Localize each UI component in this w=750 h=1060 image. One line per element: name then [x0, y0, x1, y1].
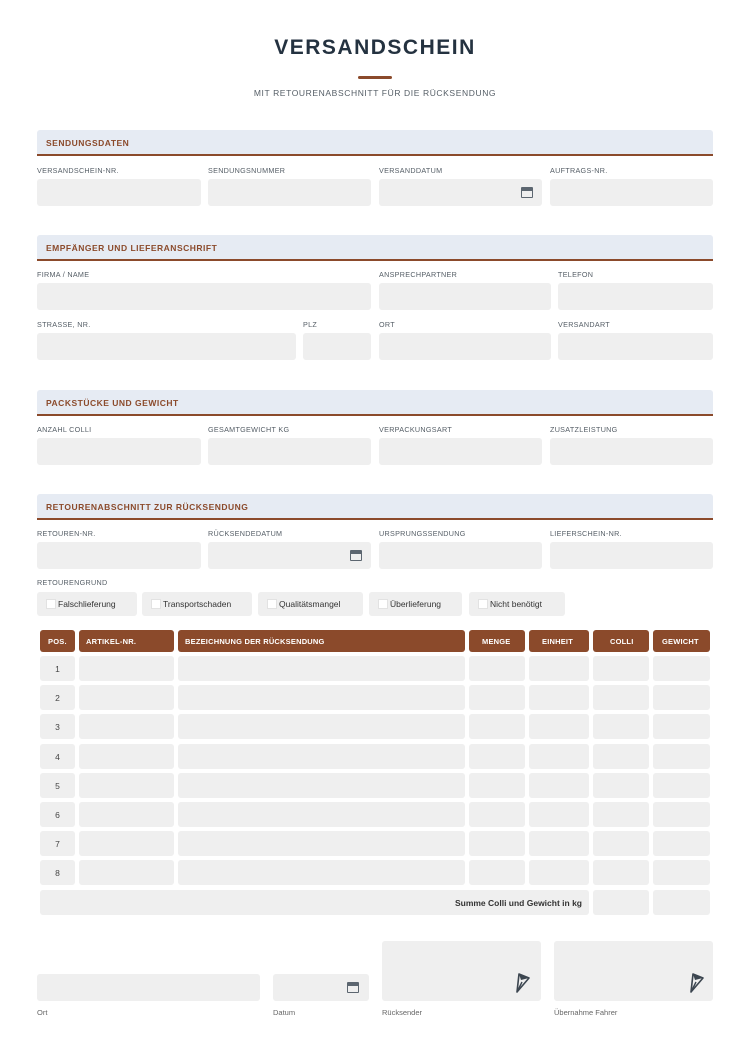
- ort-field[interactable]: [379, 333, 551, 360]
- label-gesamtgewicht: GESAMTGEWICHT KG: [208, 425, 290, 434]
- section-retoure: [37, 494, 713, 520]
- column-header-pos: POS.: [40, 630, 75, 652]
- section-title: SENDUNGSDATEN: [46, 138, 130, 148]
- ansprechpartner-field[interactable]: [379, 283, 551, 310]
- einheit-cell[interactable]: [529, 714, 589, 739]
- label-ansprechpartner: ANSPRECHPARTNER: [379, 270, 458, 279]
- label-ort: ORT: [379, 320, 395, 329]
- label-firma: FIRMA / NAME: [37, 270, 90, 279]
- gewicht-cell[interactable]: [653, 773, 710, 798]
- pos-cell: [40, 685, 75, 710]
- colli-cell[interactable]: [593, 773, 649, 798]
- anzahl-colli-field[interactable]: [37, 438, 201, 465]
- checkbox-label: Qualitätsmangel: [279, 599, 341, 609]
- artikel-nr-cell[interactable]: [79, 773, 174, 798]
- artikel-nr-cell[interactable]: [79, 714, 174, 739]
- column-header-gewicht: GEWICHT: [653, 630, 710, 652]
- telefon-field[interactable]: [558, 283, 713, 310]
- column-header-artikel: ARTIKEL-NR.: [79, 630, 174, 652]
- pos-cell: [40, 714, 75, 739]
- row-number: 8: [55, 868, 60, 878]
- column-header-bezeichnung: BEZEICHNUNG DER RÜCKSENDUNG: [178, 630, 465, 652]
- checkbox-label: Falschlieferung: [58, 599, 116, 609]
- label-sig-fahrer: Übernahme Fahrer: [554, 1008, 618, 1017]
- checkbox-label: Überlieferung: [390, 599, 442, 609]
- versandschein-nr-field[interactable]: [37, 179, 201, 206]
- colli-cell[interactable]: [593, 656, 649, 681]
- artikel-nr-cell[interactable]: [79, 860, 174, 885]
- label-ruecksendedatum: RÜCKSENDEDATUM: [208, 529, 283, 538]
- bezeichnung-cell[interactable]: [178, 802, 465, 827]
- label-plz: PLZ: [303, 320, 318, 329]
- calendar-icon[interactable]: [347, 982, 359, 993]
- row-number: 1: [55, 664, 60, 674]
- menge-cell[interactable]: [469, 656, 525, 681]
- pos-cell: [40, 831, 75, 856]
- colli-cell[interactable]: [593, 860, 649, 885]
- bezeichnung-cell[interactable]: [178, 744, 465, 769]
- bezeichnung-cell[interactable]: [178, 773, 465, 798]
- ruecksendedatum-field[interactable]: [208, 542, 371, 569]
- row-number: 3: [55, 722, 60, 732]
- summe-label: Summe Colli und Gewicht in kg: [454, 898, 582, 908]
- label-verpackungsart: VERPACKUNGSART: [379, 425, 453, 434]
- bezeichnung-cell[interactable]: [178, 656, 465, 681]
- checkbox-label: Nicht benötigt: [490, 599, 542, 609]
- strasse-field[interactable]: [37, 333, 296, 360]
- label-versanddatum: VERSANDDATUM: [379, 166, 443, 175]
- colli-cell[interactable]: [593, 831, 649, 856]
- menge-cell[interactable]: [469, 773, 525, 798]
- signature-pen-icon: [689, 971, 705, 993]
- label-retouren-nr: RETOUREN-NR.: [37, 529, 96, 538]
- checkbox-qualitaetsmangel[interactable]: [258, 592, 363, 616]
- fahrer-signature-field[interactable]: [554, 941, 713, 1001]
- ort-signature-field[interactable]: [37, 974, 260, 1001]
- gewicht-cell[interactable]: [653, 656, 710, 681]
- pos-cell: [40, 860, 75, 885]
- verpackungsart-field[interactable]: [379, 438, 542, 465]
- artikel-nr-cell[interactable]: [79, 744, 174, 769]
- label-zusatzleistung: ZUSATZLEISTUNG: [550, 425, 618, 434]
- label-auftrags-nr: AUFTRAGS-NR.: [550, 166, 608, 175]
- label-sig-ort: Ort: [37, 1008, 48, 1017]
- checkbox-box[interactable]: [478, 599, 488, 609]
- versandart-field[interactable]: [558, 333, 713, 360]
- page-subtitle: MIT RETOURENABSCHNITT FÜR DIE RÜCKSENDUNG: [253, 88, 497, 98]
- einheit-cell[interactable]: [529, 831, 589, 856]
- column-header-menge: MENGE: [469, 630, 525, 652]
- gesamtgewicht-field[interactable]: [208, 438, 371, 465]
- colli-cell[interactable]: [593, 802, 649, 827]
- section-sendungsdaten: [37, 130, 713, 156]
- colli-cell[interactable]: [593, 714, 649, 739]
- row-number: 6: [55, 810, 60, 820]
- einheit-cell[interactable]: [529, 802, 589, 827]
- sendungsnummer-field[interactable]: [208, 179, 371, 206]
- bezeichnung-cell[interactable]: [178, 831, 465, 856]
- checkbox-ueberlieferung[interactable]: [369, 592, 462, 616]
- pos-cell: [40, 656, 75, 681]
- gewicht-cell[interactable]: [653, 831, 710, 856]
- einheit-cell[interactable]: [529, 860, 589, 885]
- column-header-colli: COLLI: [593, 630, 649, 652]
- lieferschein-nr-field[interactable]: [550, 542, 713, 569]
- page-title: VERSANDSCHEIN: [274, 36, 476, 59]
- zusatzleistung-field[interactable]: [550, 438, 713, 465]
- gewicht-cell[interactable]: [653, 744, 710, 769]
- ruecksender-signature-field[interactable]: [382, 941, 541, 1001]
- label-sendungsnummer: SENDUNGSNUMMER: [208, 166, 286, 175]
- checkbox-transportschaden[interactable]: [142, 592, 252, 616]
- label-versandart: VERSANDART: [558, 320, 610, 329]
- gewicht-cell[interactable]: [653, 714, 710, 739]
- artikel-nr-cell[interactable]: [79, 802, 174, 827]
- label-sig-datum: Datum: [273, 1008, 296, 1017]
- einheit-cell[interactable]: [529, 773, 589, 798]
- label-ursprungssendung: URSPRUNGSSENDUNG: [379, 529, 466, 538]
- menge-cell[interactable]: [469, 685, 525, 710]
- summe-gewicht-field[interactable]: [653, 890, 710, 915]
- datum-signature-field[interactable]: [273, 974, 369, 1001]
- artikel-nr-cell[interactable]: [79, 685, 174, 710]
- checkbox-box[interactable]: [46, 599, 56, 609]
- firma-field[interactable]: [37, 283, 371, 310]
- section-packstuecke: [37, 390, 713, 416]
- einheit-cell[interactable]: [529, 656, 589, 681]
- pos-cell: [40, 802, 75, 827]
- gewicht-cell[interactable]: [653, 685, 710, 710]
- artikel-nr-cell[interactable]: [79, 656, 174, 681]
- checkbox-box[interactable]: [378, 599, 388, 609]
- section-empfaenger: [37, 235, 713, 261]
- gewicht-cell[interactable]: [653, 860, 710, 885]
- row-number: 7: [55, 839, 60, 849]
- label-strasse: STRASSE, NR.: [37, 320, 91, 329]
- auftrags-nr-field[interactable]: [550, 179, 713, 206]
- versanddatum-field[interactable]: [379, 179, 542, 206]
- plz-field[interactable]: [303, 333, 371, 360]
- column-header-einheit: EINHEIT: [529, 630, 589, 652]
- row-number: 4: [55, 752, 60, 762]
- menge-cell[interactable]: [469, 831, 525, 856]
- label-versandschein-nr: VERSANDSCHEIN-NR.: [37, 166, 119, 175]
- ursprungssendung-field[interactable]: [379, 542, 542, 569]
- bezeichnung-cell[interactable]: [178, 685, 465, 710]
- checkbox-box[interactable]: [267, 599, 277, 609]
- pos-cell: [40, 773, 75, 798]
- label-lieferschein-nr: LIEFERSCHEIN-NR.: [550, 529, 622, 538]
- colli-cell[interactable]: [593, 744, 649, 769]
- row-number: 5: [55, 781, 60, 791]
- row-number: 2: [55, 693, 60, 703]
- calendar-icon[interactable]: [521, 187, 533, 198]
- section-title: RETOURENABSCHNITT ZUR RÜCKSENDUNG: [46, 502, 249, 512]
- checkbox-label: Transportschaden: [163, 599, 232, 609]
- artikel-nr-cell[interactable]: [79, 831, 174, 856]
- bezeichnung-cell[interactable]: [178, 860, 465, 885]
- einheit-cell[interactable]: [529, 744, 589, 769]
- checkbox-nicht-benoetigt[interactable]: [469, 592, 565, 616]
- pos-cell: [40, 744, 75, 769]
- menge-cell[interactable]: [469, 744, 525, 769]
- menge-cell[interactable]: [469, 802, 525, 827]
- einheit-cell[interactable]: [529, 685, 589, 710]
- retouren-nr-field[interactable]: [37, 542, 201, 569]
- section-title: EMPFÄNGER UND LIEFERANSCHRIFT: [46, 243, 218, 253]
- bezeichnung-cell[interactable]: [178, 714, 465, 739]
- signature-pen-icon: [515, 971, 531, 993]
- summe-colli-field[interactable]: [593, 890, 649, 915]
- colli-cell[interactable]: [593, 685, 649, 710]
- menge-cell[interactable]: [469, 714, 525, 739]
- title-divider: [358, 76, 392, 79]
- section-title: PACKSTÜCKE UND GEWICHT: [46, 398, 179, 408]
- label-anzahl-colli: ANZAHL COLLI: [37, 425, 92, 434]
- label-retourengrund: RETOURENGRUND: [37, 578, 108, 587]
- gewicht-cell[interactable]: [653, 802, 710, 827]
- summe-row: [40, 890, 589, 915]
- menge-cell[interactable]: [469, 860, 525, 885]
- label-telefon: TELEFON: [558, 270, 594, 279]
- checkbox-box[interactable]: [151, 599, 161, 609]
- label-sig-ruecksender: Rücksender: [382, 1008, 423, 1017]
- checkbox-falschlieferung[interactable]: [37, 592, 137, 616]
- calendar-icon[interactable]: [350, 550, 362, 561]
